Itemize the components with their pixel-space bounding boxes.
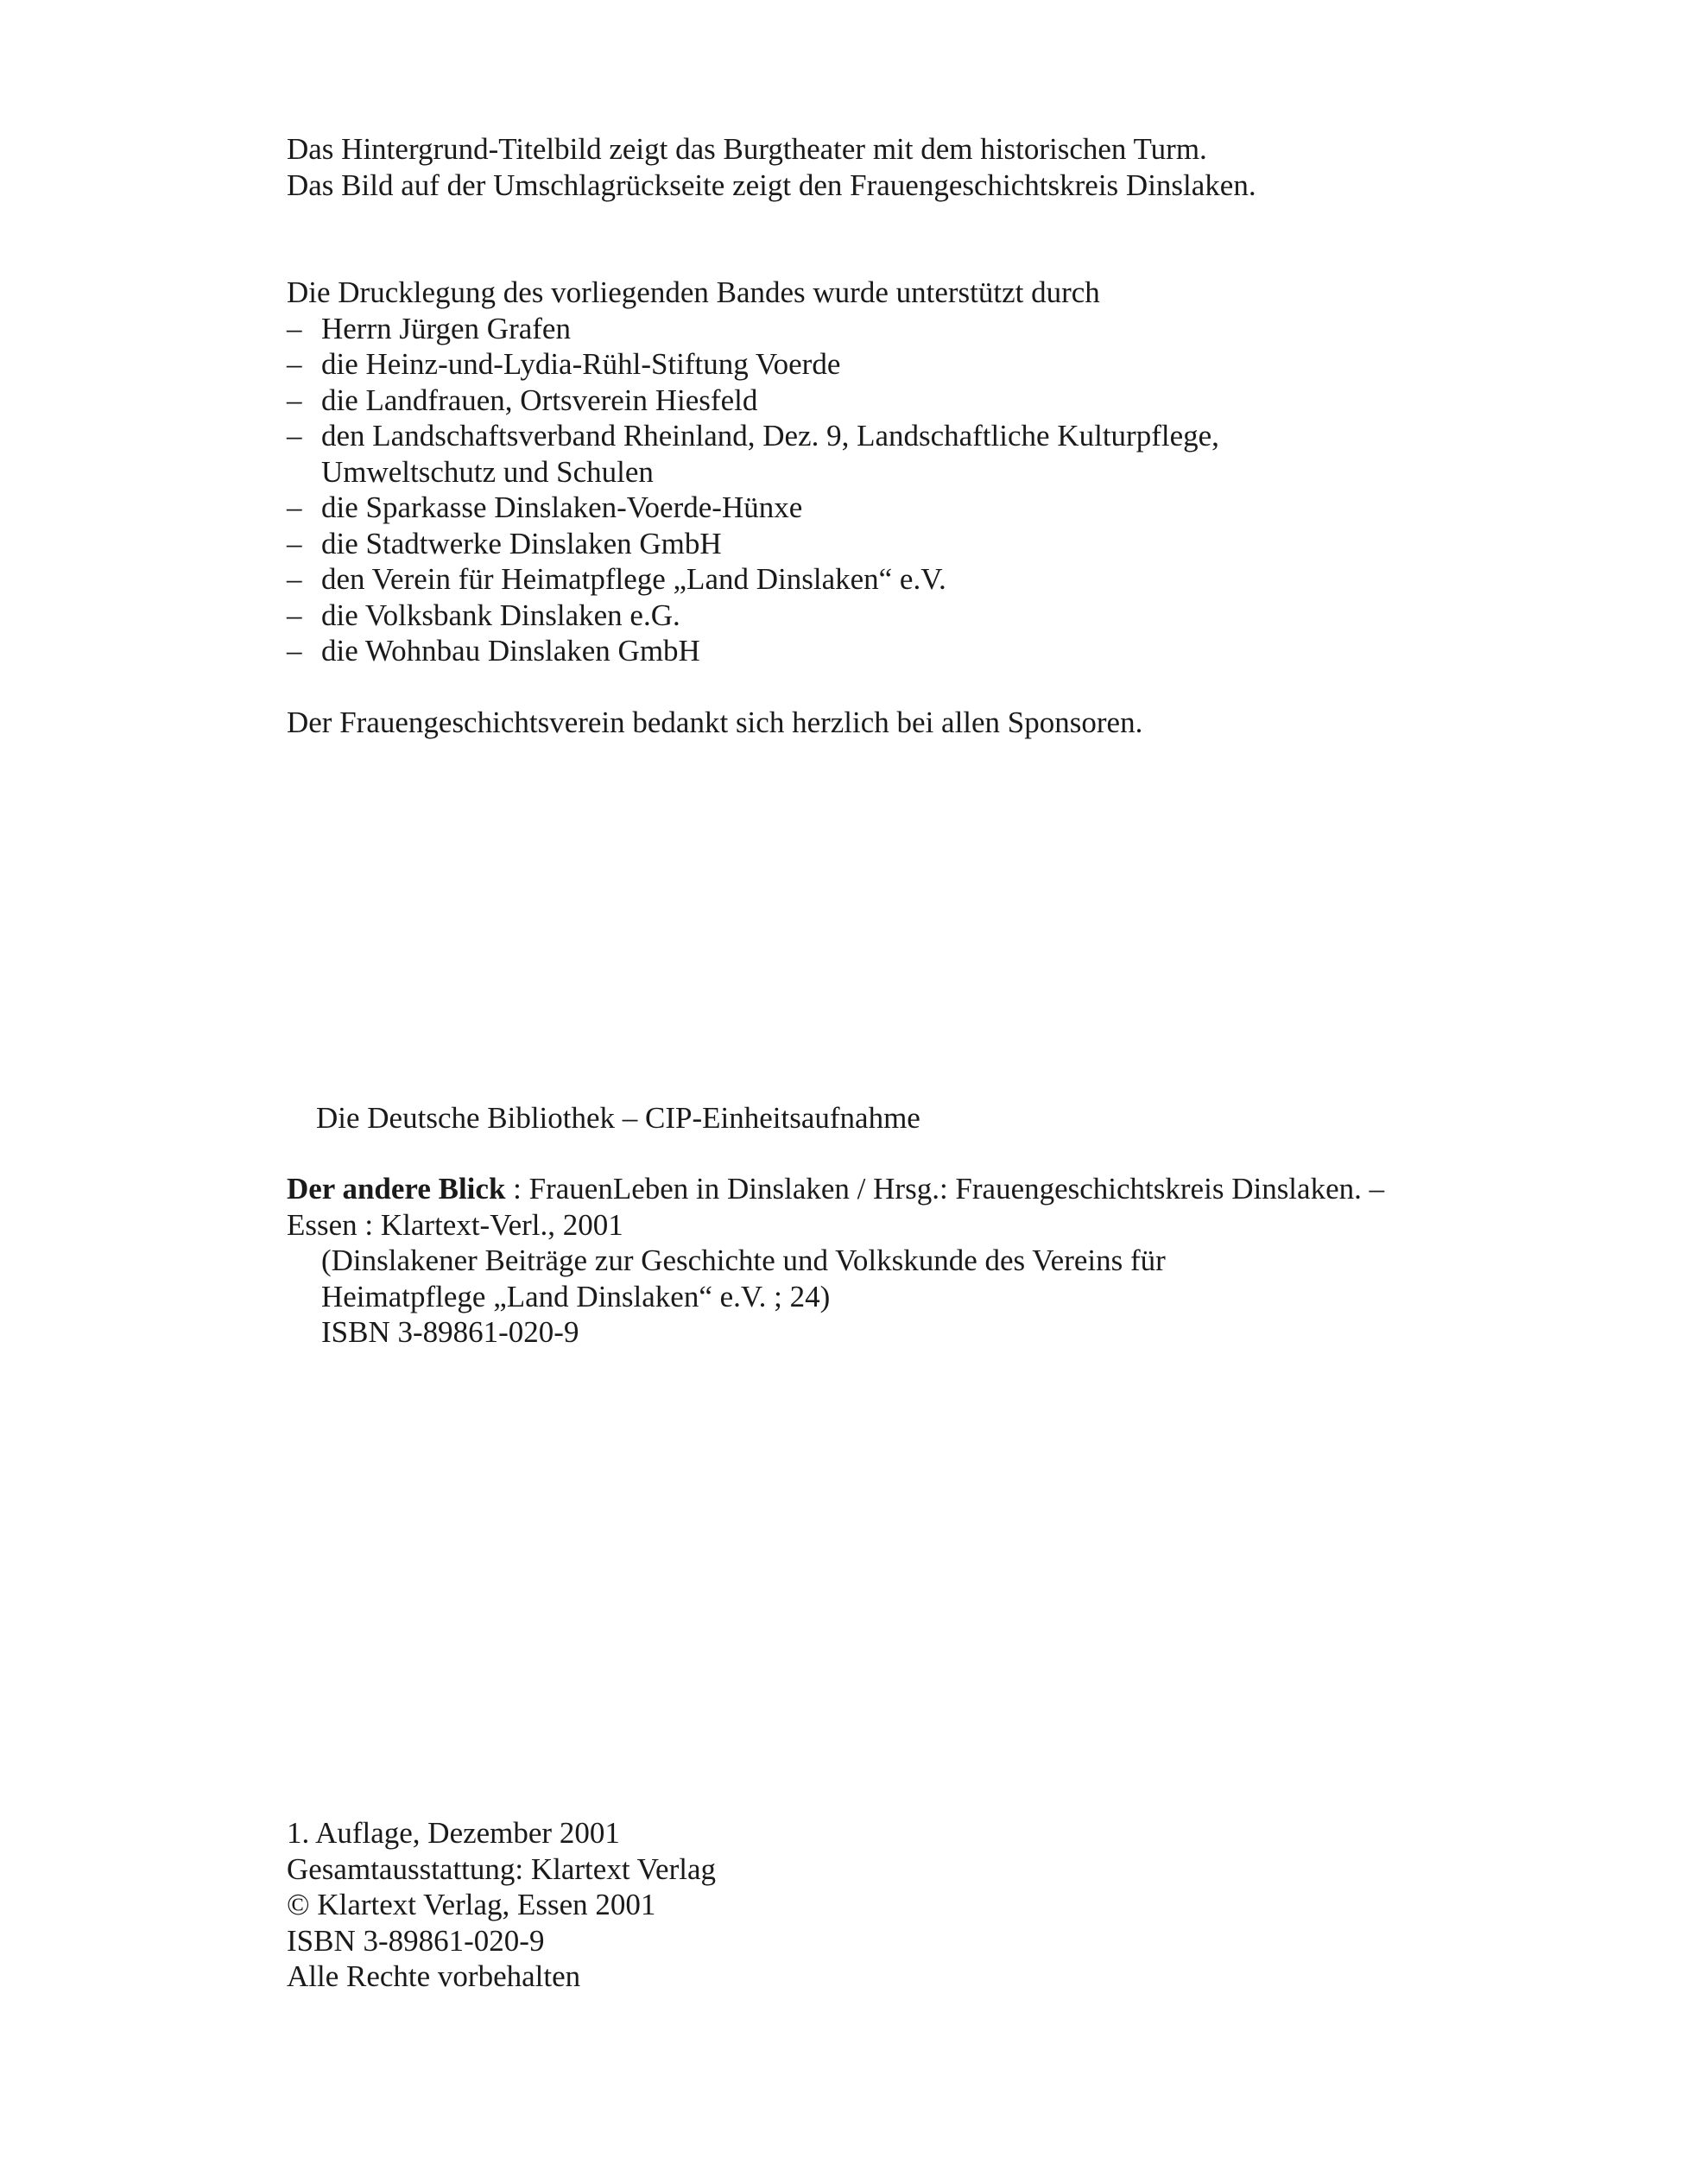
sponsor-intro: Die Drucklegung des vorliegenden Bandes wurde unterstützt durch bbox=[287, 275, 1100, 309]
sponsor-name: Herrn Jürgen Grafen bbox=[321, 311, 571, 345]
sponsor-list bbox=[287, 275, 1496, 669]
list-dash: – bbox=[287, 490, 302, 524]
list-item bbox=[287, 526, 1496, 562]
cip-series-line-1: (Dinslakener Beiträge zur Geschichte und Volkskunde des Vereins für bbox=[321, 1244, 1166, 1277]
thanks-note bbox=[287, 705, 1496, 741]
list-item bbox=[287, 418, 1496, 454]
thanks-text: Der Frauengeschichtsverein bedankt sich herzlich bei allen Sponsoren. bbox=[287, 706, 1143, 739]
cip-title-bold: Der andere Blick bbox=[287, 1172, 506, 1206]
sponsor-name: die Wohnbau Dinslaken GmbH bbox=[321, 634, 700, 668]
cip-heading bbox=[316, 1100, 1525, 1136]
sponsor-name: die Volksbank Dinslaken e.G. bbox=[321, 598, 680, 632]
list-item bbox=[287, 633, 1496, 669]
imprint bbox=[287, 1815, 1496, 1995]
list-dash: – bbox=[287, 562, 302, 596]
sponsor-name: die Stadtwerke Dinslaken GmbH bbox=[321, 526, 722, 560]
imprint-rights: Alle Rechte vorbehalten bbox=[287, 1959, 581, 1993]
imprint-copyright: © Klartext Verlag, Essen 2001 bbox=[287, 1888, 656, 1921]
list-item bbox=[287, 561, 1496, 598]
sponsor-name: den Verein für Heimatpflege „Land Dinslaken“ e.V. bbox=[321, 562, 946, 596]
imprint-design: Gesamtausstattung: Klartext Verlag bbox=[287, 1851, 717, 1886]
list-item bbox=[287, 346, 1496, 383]
cip-record bbox=[287, 1171, 1496, 1351]
list-item bbox=[287, 383, 1496, 419]
list-dash: – bbox=[287, 526, 302, 560]
sponsor-name: die Landfrauen, Ortsverein Hiesfeld bbox=[321, 383, 758, 417]
list-item bbox=[287, 598, 1496, 634]
list-dash: – bbox=[287, 598, 302, 632]
cover-note-back: Das Bild auf der Umschlagrückseite zeigt den Frauengeschichtskreis Dinslaken. bbox=[287, 168, 1256, 202]
sponsor-name-continuation: Umweltschutz und Schulen bbox=[321, 454, 654, 489]
list-dash: – bbox=[287, 347, 302, 381]
cip-publisher: Essen : Klartext-Verl., 2001 bbox=[287, 1207, 623, 1242]
list-dash: – bbox=[287, 419, 302, 452]
imprint-isbn: ISBN 3-89861-020-9 bbox=[287, 1923, 545, 1958]
cip-title-line bbox=[287, 1171, 1496, 1207]
list-item bbox=[287, 490, 1496, 526]
cip-heading-text: Die Deutsche Bibliothek – CIP-Einheitsaufnahme bbox=[316, 1101, 920, 1135]
sponsor-name: die Heinz-und-Lydia-Rühl-Stiftung Voerde bbox=[321, 347, 841, 381]
list-dash: – bbox=[287, 383, 302, 417]
cip-series-line-2: Heimatpflege „Land Dinslaken“ e.V. ; 24) bbox=[321, 1279, 831, 1313]
sponsor-name: die Sparkasse Dinslaken-Voerde-Hünxe bbox=[321, 490, 803, 524]
imprint-edition: 1. Auflage, Dezember 2001 bbox=[287, 1816, 620, 1850]
sponsor-name: den Landschaftsverband Rheinland, Dez. 9, Landschaftliche Kulturpflege, bbox=[321, 419, 1219, 452]
cip-isbn: ISBN 3-89861-020-9 bbox=[321, 1315, 579, 1349]
list-dash: – bbox=[287, 311, 302, 345]
cover-note-front: Das Hintergrund-Titelbild zeigt das Burgtheater mit dem historischen Turm. bbox=[287, 132, 1207, 166]
cover-image-notes bbox=[287, 131, 1496, 203]
cip-title-rest: : FrauenLeben in Dinslaken / Hrsg.: Frauengeschichtskreis Dinslaken. – bbox=[505, 1172, 1385, 1206]
list-item bbox=[287, 311, 1496, 347]
list-dash: – bbox=[287, 634, 302, 668]
